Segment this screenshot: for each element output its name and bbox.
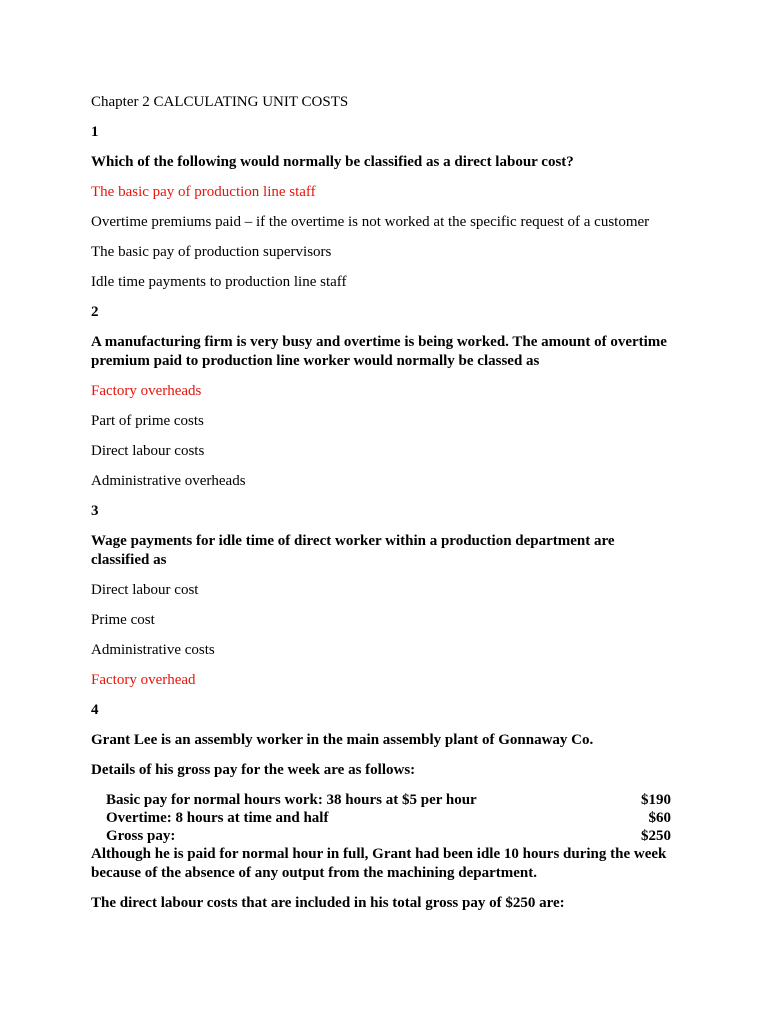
- pay-label: Basic pay for normal hours work: 38 hours at $5 per hour: [106, 792, 477, 808]
- answer-option: Direct labour cost: [91, 582, 199, 598]
- details-heading: Details of his gross pay for the week are as follows:: [91, 762, 416, 778]
- answer-option: Overtime premiums paid – if the overtime is not worked at the specific request of a customer: [91, 214, 650, 230]
- answer-option-highlighted: Factory overheads: [91, 383, 202, 399]
- question-text: Wage payments for idle time of direct worker within a production department are classified as: [91, 533, 615, 568]
- chapter-title: Chapter 2 CALCULATING UNIT COSTS: [91, 94, 349, 110]
- question-number: 1: [91, 124, 99, 140]
- answer-option: Administrative overheads: [91, 473, 246, 489]
- question-number: 3: [91, 503, 99, 519]
- answer-option: The basic pay of production supervisors: [91, 244, 332, 260]
- question-text: Which of the following would normally be classified as a direct labour cost?: [91, 154, 574, 170]
- table-row: [106, 809, 671, 827]
- pay-label: Overtime: 8 hours at time and half: [106, 810, 329, 826]
- answer-option-highlighted: Factory overhead: [91, 672, 196, 688]
- pay-amount: $60: [648, 810, 671, 826]
- answer-option-highlighted: The basic pay of production line staff: [91, 184, 316, 200]
- answer-option: Prime cost: [91, 612, 155, 628]
- gross-pay-table: [106, 791, 671, 845]
- answer-option: Administrative costs: [91, 642, 215, 658]
- pay-amount: $190: [641, 792, 671, 808]
- question-text: A manufacturing firm is very busy and overtime is being worked. The amount of overtime premium paid to production line worker would normally be classed as: [91, 334, 667, 369]
- question-number: 4: [91, 702, 99, 718]
- pay-amount: $250: [641, 828, 671, 844]
- table-row: [106, 791, 671, 809]
- question-text: The direct labour costs that are included in his total gross pay of $250 are:: [91, 895, 565, 911]
- table-row: [106, 827, 671, 845]
- question-number: 2: [91, 304, 99, 320]
- document-content: [91, 93, 676, 924]
- question-intro: Grant Lee is an assembly worker in the main assembly plant of Gonnaway Co.: [91, 732, 594, 748]
- pay-label: Gross pay:: [106, 828, 176, 844]
- question-note: Although he is paid for normal hour in full, Grant had been idle 10 hours during the week because of the absence of any output from the machining department.: [91, 846, 667, 881]
- answer-option: Direct labour costs: [91, 443, 205, 459]
- answer-option: Idle time payments to production line staff: [91, 274, 347, 290]
- answer-option: Part of prime costs: [91, 413, 204, 429]
